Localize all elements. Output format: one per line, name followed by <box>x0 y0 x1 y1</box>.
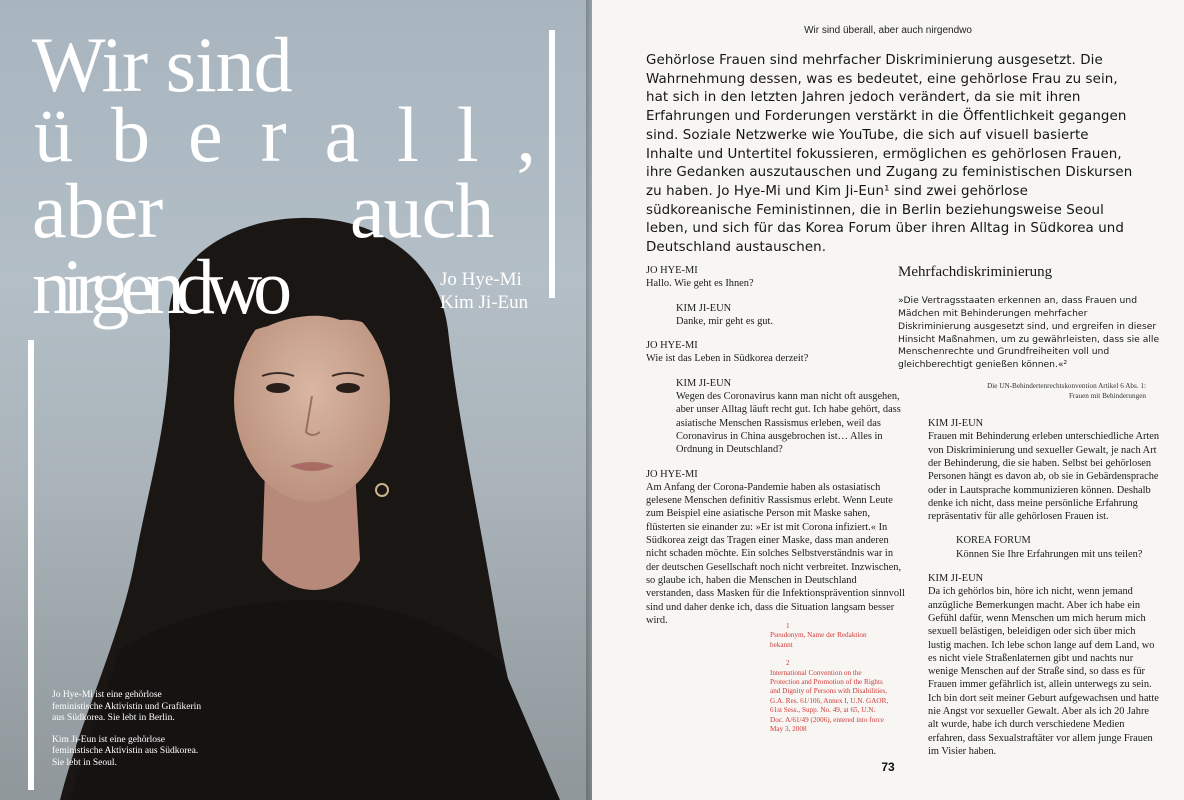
interview-turn <box>646 264 906 291</box>
interview-turn <box>646 377 906 457</box>
pull-quote: »Die Vertragsstaaten erkennen an, dass Frauen und Mädchen mit Behinderungen mehrfacher Diskriminierung ausgesetzt sind, und ergreifen in dieser Hinsicht Maßnahmen, um zu gewährleisten, dass sie alle Menschenrechte und Grundfreiheiten voll und gleichberechtigt genießen können.«² <box>898 295 1160 371</box>
author-bio <box>52 690 202 779</box>
turn-text: Wegen des Coronavirus kann man nicht oft ausgehen, aber unser Alltag läuft recht gut. Ich habe gehört, dass asiatische Menschen Rassismus erleben, weil das Coronavirus in China ausgebrochen ist… Alles in Ordnung in Deutschland? <box>676 391 901 456</box>
turn-text: Können Sie Ihre Erfahrungen mit uns teilen? <box>956 548 1143 560</box>
interview-turn <box>898 417 1160 523</box>
speaker-name: KIM JI-EUN <box>928 418 984 430</box>
right-page-text <box>592 0 1184 800</box>
speaker-name: JO HYE-MI <box>646 265 698 276</box>
vertical-rule-bottom <box>28 340 34 790</box>
turn-text: Frauen mit Behinderung erleben unterschiedliche Arten von Diskriminierung und sexueller Gewalt, je nach Art der Behinderung, die sie haben. Selbst bei gehörlosen Personen hängt es davon ab, ob sie in Gebärdensprache oder in Lautsprache kommunizieren können. Deshalb denke ich nicht, dass meine persönliche Erfahrung repräsentativ für alle gehörlosen Frauen ist. <box>928 431 1160 523</box>
turn-text: Hallo. Wie geht es Ihnen? <box>646 278 754 290</box>
author-1: Jo Hye-Mi <box>440 269 522 290</box>
author-names <box>440 268 528 314</box>
footnote-number: 2 <box>786 659 790 668</box>
quote-source: Die UN-Behindertenrechtskonvention Artikel 6 Abs. 1: Frauen mit Behinderungen <box>987 382 1146 400</box>
interview-turn <box>646 339 906 366</box>
bio-kim-ji-eun: Kim Ji-Eun ist eine gehörlose feministische Aktivistin aus Südkorea. Sie lebt in Seoul. <box>52 734 199 768</box>
lead-text: Gehörlose Frauen sind mehrfacher Diskriminierung ausgesetzt. Die Wahrnehmung dessen, was es bedeutet, eine gehörlose Frau zu sein, hat sich in den letzten Jahren jedoch verändert, da sie mit ihren Erfahrungen und Forderungen verstärkt in die Öffentlichkeit gegangen sind. Soziale Netzwerke wie YouTube, die sich auf visuell basierte Inhalte und Untertitel fokussieren, ermöglichen es gehörlosen Frauen, ihre Gedanken auszutauschen und Zugang zu feministischen Diskursen zu haben. Jo Hye-Mi und Kim Ji-Eun¹ sind zwei gehörlose südkoreanische Feministinnen, die in Berlin beziehungsweise Seoul leben, und sich für das Korea Forum über ihren Alltag in Südkorea und Deutschland austauschen. <box>646 53 1133 256</box>
speaker-name: JO HYE-MI <box>646 468 698 480</box>
speaker-name: KIM JI-EUN <box>676 377 732 389</box>
lead-paragraph <box>646 52 1136 258</box>
headline-line-3b: auch <box>350 167 494 254</box>
interview-turn <box>646 302 906 329</box>
speaker-name: KOREA FORUM <box>956 535 1031 547</box>
author-2: Kim Ji-Eun <box>440 292 529 313</box>
section-title: Mehrfachdiskriminierung <box>898 264 1053 280</box>
footnote-text: Pseudonym, Name der Redaktion bekannt <box>770 631 867 649</box>
headline-line-1: Wir sind <box>32 21 292 108</box>
footnote <box>770 659 890 734</box>
speaker-name: KIM JI-EUN <box>676 302 732 314</box>
interview-turn <box>898 534 1160 561</box>
turn-text: Da ich gehörlos bin, höre ich nicht, wenn jemand anzügliche Bemerkungen macht. Aber ich habe ein Gefühl dafür, wenn Menschen um mich herum mich sexuell belästigen, beleidigen oder sich über mich lustig machen. Ich lebe schon lange auf dem Land, wo es nicht viele Straßenlaternen gibt und nachts nur wenige Menschen auf der Straße sind, so dass es für Frauen immer gefährlich ist, allein unterwegs zu sein. Ich bin dort seit meiner Geburt aufgewachsen und hatte nie Angst vor sexueller Gewalt. Aber als ich 20 Jahre alt wurde, habe ich durch verschiedene Medien erfahren, dass Sexualstraftäter vor allem junge Frauen im Visier haben. <box>928 586 1159 757</box>
interview-column-right <box>898 264 1160 769</box>
speaker-name: JO HYE-MI <box>646 340 698 352</box>
interview-turn <box>898 572 1160 758</box>
interview-turn <box>646 468 906 628</box>
footnote-text: International Convention on the Protection and Promotion of the Rights and Dignity of Persons with Disabilities, G.A. Res. 61/106, Annex I, U.N. GAOR, 61st Sess., Supp. No. 49, at 65, U.N. Doc. A/61/49 (2006), entered into force May 3, 2008 <box>770 668 889 734</box>
footnotes <box>770 622 890 743</box>
running-head: Wir sind überall, aber auch nirgendwo <box>804 25 972 36</box>
speaker-name: KIM JI-EUN <box>928 573 984 585</box>
interview-column-left <box>646 264 906 638</box>
page-number: 73 <box>881 760 895 774</box>
turn-text: Am Anfang der Corona-Pandemie haben als ostasiatisch gelesene Menschen definitiv Rassismus erlebt. Wenn Leute zum Beispiel eine asiatische Person mit Maske sahen, flüsterten sie einander zu: »Er ist mit Corona infiziert.« In Südkorea zeigt das Tragen einer Maske, dass man anderen nicht schaden möchte. Ein solches Selbstverständnis war in der deutschen Gesellschaft noch nicht verbreitet. Inzwischen, so glaube ich, haben die Menschen in Deutschland verstanden, dass Masken für die Infektionsprävention sinnvoll sind und daher denke ich, dass die Situation langsam besser wird. <box>646 481 905 626</box>
bio-jo-hye-mi: Jo Hye-Mi ist eine gehörlose feministische Aktivistin und Grafikerin aus Südkorea. Sie lebt in Berlin. <box>52 690 202 723</box>
footnote <box>770 622 890 650</box>
headline-line-3a: aber <box>32 167 163 254</box>
headline-line-2: überall, <box>34 91 575 178</box>
footnote-number: 1 <box>786 622 790 630</box>
turn-text: Danke, mir geht es gut. <box>676 315 773 327</box>
headline-line-4: nirgendwo <box>32 243 284 330</box>
turn-text: Wie ist das Leben in Südkorea derzeit? <box>646 353 809 365</box>
